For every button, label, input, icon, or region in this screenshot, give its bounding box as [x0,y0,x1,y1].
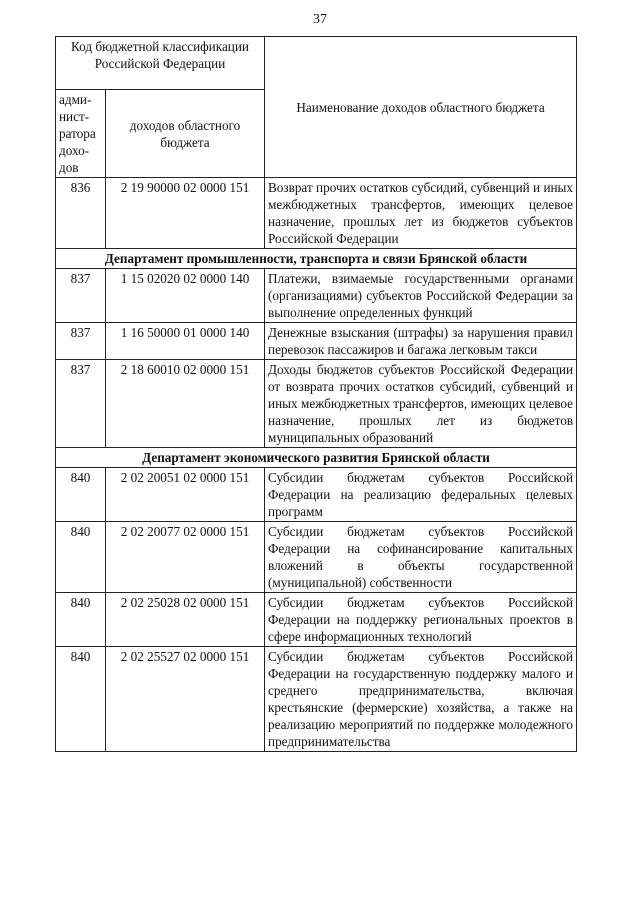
admin-code-cell: 837 [56,269,106,323]
table-row [56,468,577,522]
income-code-cell: 2 02 25028 02 0000 151 [106,593,265,647]
table-row [56,360,577,448]
income-name-cell: Субсидии бюджетам субъектов Российской Федерации на софинансирование капитальных вложений в объекты государственной (муниципальной) собственности [265,522,577,593]
page-number: 37 [313,12,327,27]
income-name-cell: Денежные взыскания (штрафы) за нарушения правил перевозок пассажиров и багажа легковым такси [265,323,577,360]
income-code-cell: 1 15 02020 02 0000 140 [106,269,265,323]
admin-code-cell: 837 [56,360,106,448]
income-name-cell: Субсидии бюджетам субъектов Российской Федерации на поддержку региональных проектов в сфере информационных технологий [265,593,577,647]
income-code-cell: 2 19 90000 02 0000 151 [106,178,265,249]
income-name-cell: Доходы бюджетов субъектов Российской Федерации от возврата прочих остатков субсидий, субвенций и иных межбюджетных трансфертов, имеющих целевое назначение, прошлых лет из бюджетов муниципальных образований [265,360,577,448]
table-body [56,178,577,752]
budget-classification-table [55,36,577,752]
section-row [56,448,577,468]
admin-code-cell: 840 [56,468,106,522]
table-row [56,522,577,593]
section-row [56,249,577,269]
income-code-cell: 2 02 25527 02 0000 151 [106,647,265,752]
table-row [56,323,577,360]
income-code-cell: 2 18 60010 02 0000 151 [106,360,265,448]
table-row [56,178,577,249]
header-admin: адми-нист-ратора дохо-дов [56,90,106,178]
income-name-cell: Возврат прочих остатков субсидий, субвенций и иных межбюджетных трансфертов, имеющих целевое назначение, прошлых лет из бюджетов субъектов Российской Федерации [265,178,577,249]
admin-code-cell: 840 [56,522,106,593]
header-income: доходов областного бюджета [106,90,265,178]
table-row [56,269,577,323]
header-code-group: Код бюджетной классификации Российской Федерации [56,37,265,90]
income-name-cell: Субсидии бюджетам субъектов Российской Федерации на реализацию федеральных целевых программ [265,468,577,522]
income-code-cell: 2 02 20051 02 0000 151 [106,468,265,522]
admin-code-cell: 840 [56,593,106,647]
admin-code-cell: 840 [56,647,106,752]
admin-code-cell: 836 [56,178,106,249]
table-row [56,647,577,752]
section-title: Департамент экономического развития Брянской области [56,448,577,468]
income-name-cell: Субсидии бюджетам субъектов Российской Федерации на государственную поддержку малого и среднего предпринимательства, включая крестьянские (фермерские) хозяйства, а также на реализацию мероприятий по поддержке молодежного предпринимательства [265,647,577,752]
header-row [56,37,577,90]
income-code-cell: 1 16 50000 01 0000 140 [106,323,265,360]
table-row [56,593,577,647]
section-title: Департамент промышленности, транспорта и связи Брянской области [56,249,577,269]
income-name-cell: Платежи, взимаемые государственными органами (организациями) субъектов Российской Федерации за выполнение определенных функций [265,269,577,323]
income-code-cell: 2 02 20077 02 0000 151 [106,522,265,593]
header-name: Наименование доходов областного бюджета [265,37,577,178]
admin-code-cell: 837 [56,323,106,360]
